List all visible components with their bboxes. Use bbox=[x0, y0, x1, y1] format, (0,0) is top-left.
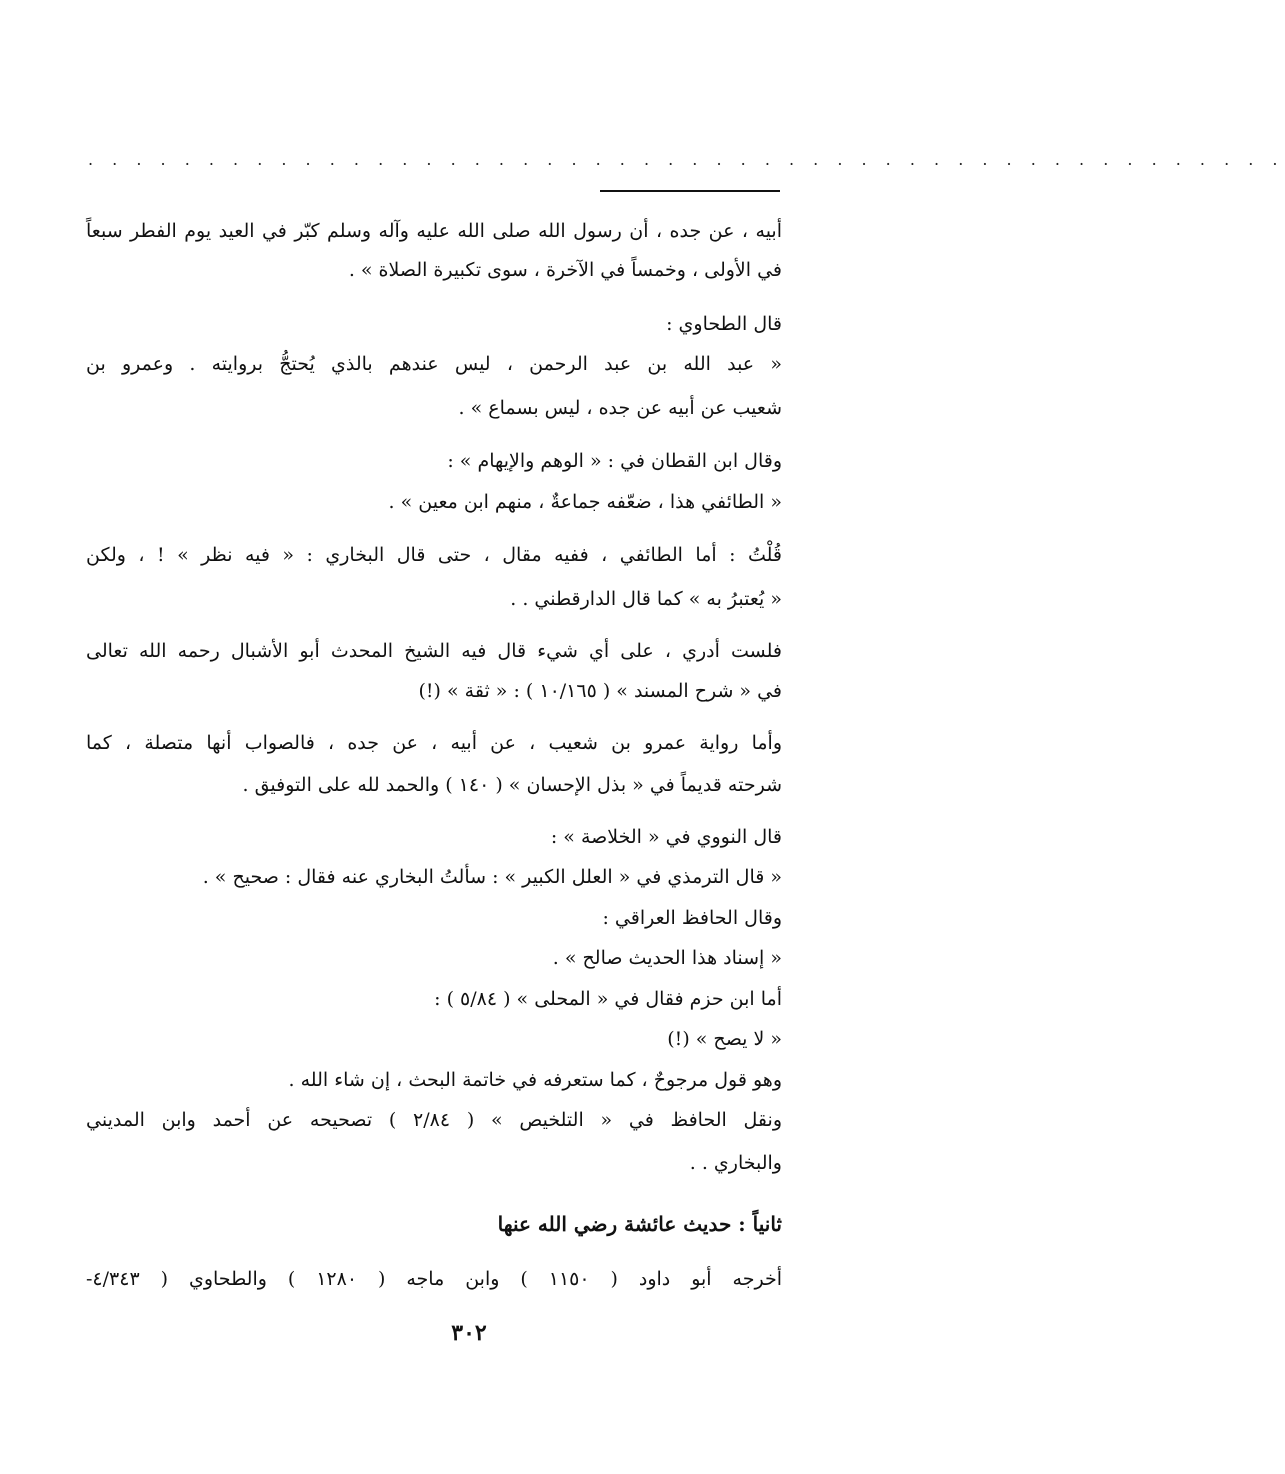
text-line: « يُعتبرُ به » كما قال الدارقطني . . bbox=[510, 588, 782, 610]
footnote-rule bbox=[600, 190, 780, 192]
text-line: وهو قول مرجوحٌ ، كما ستعرفه في خاتمة البحث ، إن شاء الله . bbox=[288, 1069, 782, 1091]
text-line: « قال الترمذي في « العلل الكبير » : سألتُ البخاري عنه فقال : صحيح » . bbox=[202, 866, 782, 888]
text-line: ونقل الحافظ في « التلخيص » ( ٢/٨٤ ) تصحيحه عن أحمد وابن المديني bbox=[86, 1109, 782, 1131]
text-line: « الطائفي هذا ، ضعّفه جماعةٌ ، منهم ابن معين » . bbox=[388, 491, 782, 513]
text-line: شعيب عن أبيه عن جده ، ليس بسماع » . bbox=[458, 397, 782, 419]
text-line: قال النووي في « الخلاصة » : bbox=[550, 826, 782, 848]
page-number: ٣٠٢ bbox=[451, 1320, 487, 1346]
text-line: « عبد الله بن عبد الرحمن ، ليس عندهم بالذي يُحتجُّ بروايته . وعمرو بن bbox=[86, 353, 782, 375]
text-line: شرحته قديماً في « بذل الإحسان » ( ١٤٠ ) والحمد لله على التوفيق . bbox=[242, 774, 782, 796]
text-line: أخرجه أبو داود ( ١١٥٠ ) وابن ماجه ( ١٢٨٠ ) والطحاوي ( ٤/٣٤٣- bbox=[86, 1268, 782, 1290]
text-line: فلست أدري ، على أي شيء قال فيه الشيخ المحدث أبو الأشبال رحمه الله تعالى bbox=[86, 640, 782, 662]
text-line: وقال ابن القطان في : « الوهم والإيهام » : bbox=[447, 450, 782, 472]
text-line: في « شرح المسند » ( ١٠/١٦٥ ) : « ثقة » (!) bbox=[418, 680, 782, 702]
text-line: أما ابن حزم فقال في « المحلى » ( ٥/٨٤ ) : bbox=[434, 988, 782, 1010]
text-line: أبيه ، عن جده ، أن رسول الله صلى الله عليه وآله وسلم كبّر في العيد يوم الفطر سبعاً bbox=[86, 220, 782, 242]
text-line: قال الطحاوي : bbox=[666, 313, 782, 335]
text-line: في الأولى ، وخمساً في الآخرة ، سوى تكبيرة الصلاة » . bbox=[348, 259, 782, 281]
text-line: وقال الحافظ العراقي : bbox=[602, 907, 782, 929]
text-line: قُلْتُ : أما الطائفي ، ففيه مقال ، حتى قال البخاري : « فيه نظر » ! ، ولكن bbox=[86, 544, 782, 566]
separator-dots: . . . . . . . . . . . . . . . . . . . . . . . . . . . . . . . . . . . . . . . . . . . . . . . . . . bbox=[88, 150, 1285, 169]
text-line: والبخاري . . bbox=[689, 1152, 782, 1174]
text-line: « إسناد هذا الحديث صالح » . bbox=[552, 947, 782, 969]
text-line: وأما رواية عمرو بن شعيب ، عن أبيه ، عن جده ، فالصواب أنها متصلة ، كما bbox=[86, 732, 782, 754]
section-heading: ثانياً : حديث عائشة رضي الله عنها bbox=[497, 1212, 782, 1236]
text-line: « لا يصح » (!) bbox=[667, 1028, 782, 1050]
